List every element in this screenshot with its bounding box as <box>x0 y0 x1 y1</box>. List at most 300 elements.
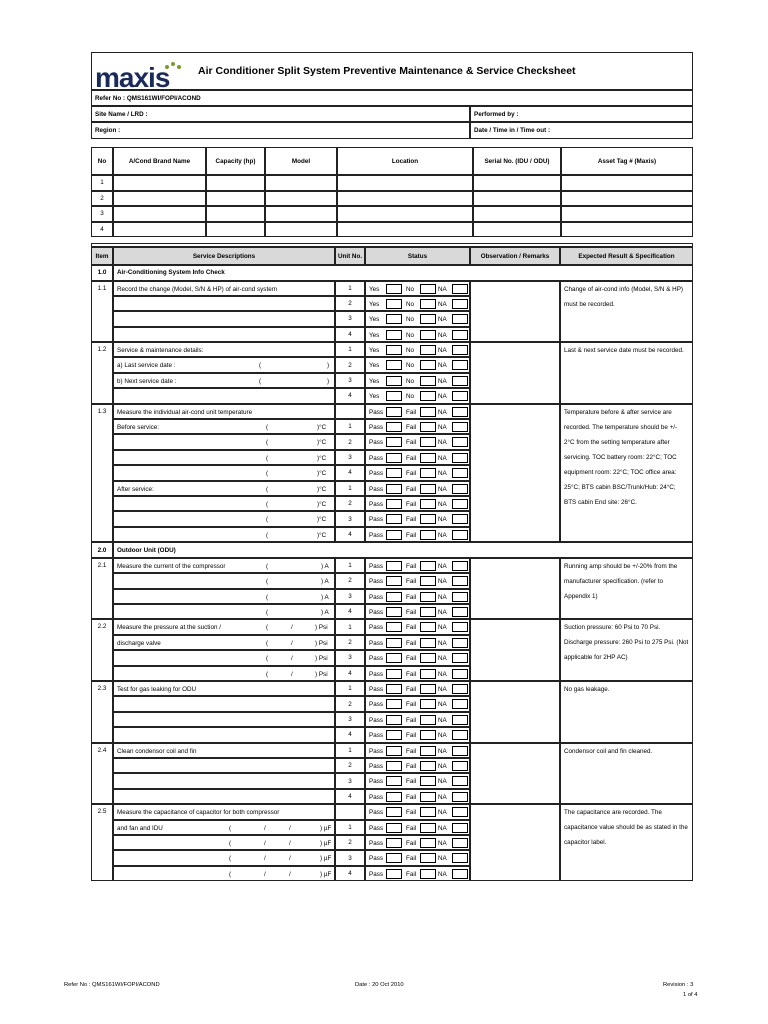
footer-page: 1 of 4 <box>683 992 698 998</box>
item-block-i21 <box>91 558 693 620</box>
equipment-cell <box>113 222 206 238</box>
equipment-cell <box>561 175 693 191</box>
checkbox[interactable] <box>452 807 468 817</box>
status-na-label: NA <box>438 747 447 755</box>
status-no-label: No <box>406 331 415 339</box>
table-row <box>91 311 470 326</box>
checkbox[interactable] <box>420 453 436 463</box>
table-row <box>91 527 470 542</box>
unit-number: 1 <box>335 558 365 573</box>
status-fail-label: Fail <box>406 624 417 632</box>
checkbox[interactable] <box>420 669 436 679</box>
description-cell <box>113 619 335 634</box>
status-fail-label: Fail <box>406 639 417 647</box>
status-fail-label: Fail <box>406 839 417 847</box>
checkbox[interactable] <box>386 792 402 802</box>
table-row <box>91 681 470 696</box>
status-fail-label: Fail <box>406 531 417 539</box>
measurement-mark: / <box>264 870 266 878</box>
table-row <box>91 619 470 634</box>
checkbox[interactable] <box>420 792 436 802</box>
checkbox[interactable] <box>386 453 402 463</box>
checkbox[interactable] <box>420 684 436 694</box>
status-pass-label: Pass <box>369 470 383 478</box>
status-na-label: NA <box>438 870 447 878</box>
status-cell <box>365 820 470 835</box>
description-cell <box>113 419 335 434</box>
description-cell <box>113 820 335 835</box>
checkbox[interactable] <box>386 345 402 355</box>
status-yes-label: Yes <box>369 300 380 308</box>
table-row <box>91 758 470 773</box>
equipment-cell <box>206 191 265 207</box>
status-cell <box>365 727 470 742</box>
unit-number <box>335 804 365 819</box>
date-time-field: Date / Time in / Time out : <box>470 122 693 139</box>
description-cell <box>113 650 335 665</box>
status-na-label: NA <box>438 778 447 786</box>
measurement-mark: ) µF <box>320 855 332 863</box>
checkbox[interactable] <box>452 792 468 802</box>
status-na-label: NA <box>438 454 447 462</box>
status-na-label: NA <box>438 439 447 447</box>
status-pass-label: Pass <box>369 701 383 709</box>
unit-number: 1 <box>335 681 365 696</box>
description-cell <box>113 311 335 326</box>
status-na-label: NA <box>438 531 447 539</box>
checkbox[interactable] <box>452 407 468 417</box>
checkbox[interactable] <box>452 699 468 709</box>
checkbox[interactable] <box>386 869 402 879</box>
status-pass-label: Pass <box>369 824 383 832</box>
status-fail-label: Fail <box>406 809 417 817</box>
service-header-unit: Unit No. <box>335 247 365 265</box>
description-cell <box>113 789 335 804</box>
checkbox[interactable] <box>420 314 436 324</box>
checkbox[interactable] <box>386 422 402 432</box>
description-cell <box>113 573 335 588</box>
table-row <box>91 419 470 434</box>
measurement-mark: )°C <box>317 439 327 447</box>
checkbox[interactable] <box>452 592 468 602</box>
checkbox[interactable] <box>452 391 468 401</box>
status-na-label: NA <box>438 624 447 632</box>
status-pass-label: Pass <box>369 424 383 432</box>
checkbox[interactable] <box>452 684 468 694</box>
checkbox[interactable] <box>420 807 436 817</box>
measurement-mark: ( <box>266 516 269 524</box>
description-text: Measure the current of the compressor <box>117 562 226 570</box>
table-row <box>91 558 470 573</box>
status-na-label: NA <box>438 855 447 863</box>
checkbox[interactable] <box>420 530 436 540</box>
measurement-mark: ) Psi <box>315 624 328 632</box>
checkbox[interactable] <box>386 838 402 848</box>
checkbox[interactable] <box>420 869 436 879</box>
checkbox[interactable] <box>386 284 402 294</box>
checkbox[interactable] <box>452 284 468 294</box>
status-fail-label: Fail <box>406 701 417 709</box>
checkbox[interactable] <box>386 299 402 309</box>
measurement-mark: )°C <box>317 531 327 539</box>
item-number: 2.2 <box>91 619 113 681</box>
description-cell <box>113 527 335 542</box>
description-cell <box>113 511 335 526</box>
performed-by-field: Performed by : <box>470 106 693 122</box>
description-cell <box>113 404 335 419</box>
table-row <box>91 296 470 311</box>
status-no-label: No <box>406 347 415 355</box>
status-yes-label: Yes <box>369 331 380 339</box>
status-na-label: NA <box>438 316 447 324</box>
site-row <box>91 106 693 122</box>
checkbox[interactable] <box>420 360 436 370</box>
checkbox[interactable] <box>386 330 402 340</box>
description-cell <box>113 342 335 357</box>
item-number: 1.1 <box>91 281 113 343</box>
checkbox[interactable] <box>420 592 436 602</box>
checkbox[interactable] <box>420 838 436 848</box>
checkbox[interactable] <box>420 576 436 586</box>
description-cell <box>113 589 335 604</box>
item-block-i25 <box>91 804 693 881</box>
status-pass-label: Pass <box>369 439 383 447</box>
checkbox[interactable] <box>420 514 436 524</box>
status-no-label: No <box>406 300 415 308</box>
checkbox[interactable] <box>452 607 468 617</box>
description-cell <box>113 465 335 480</box>
measurement-mark: / <box>289 824 291 832</box>
checkbox[interactable] <box>420 823 436 833</box>
unit-number: 4 <box>335 789 365 804</box>
checkbox[interactable] <box>452 422 468 432</box>
status-pass-label: Pass <box>369 778 383 786</box>
table-row <box>91 327 470 342</box>
unit-number: 3 <box>335 373 365 388</box>
measurement-mark: ) µF <box>320 870 332 878</box>
checkbox[interactable] <box>452 514 468 524</box>
item-number: 1.3 <box>91 404 113 543</box>
checkbox[interactable] <box>420 715 436 725</box>
checkbox[interactable] <box>452 638 468 648</box>
unit-number: 3 <box>335 511 365 526</box>
checkbox[interactable] <box>452 484 468 494</box>
section-row <box>91 542 693 558</box>
measurement-mark: ) µF <box>320 824 332 832</box>
service-header-status: Status <box>365 247 470 265</box>
checkbox[interactable] <box>452 869 468 879</box>
region-field: Region : <box>91 122 470 139</box>
checkbox[interactable] <box>386 638 402 648</box>
equipment-cell <box>473 191 561 207</box>
status-pass-label: Pass <box>369 670 383 678</box>
status-pass-label: Pass <box>369 732 383 740</box>
checkbox[interactable] <box>386 684 402 694</box>
equipment-cell <box>561 222 693 238</box>
checkbox[interactable] <box>420 607 436 617</box>
status-cell <box>365 619 470 634</box>
equipment-cell <box>337 191 473 207</box>
table-row <box>91 496 470 511</box>
checkbox[interactable] <box>386 437 402 447</box>
table-row <box>91 820 470 835</box>
unit-number: 4 <box>335 604 365 619</box>
checkbox[interactable] <box>452 345 468 355</box>
description-text: and fan and IDU <box>117 824 163 832</box>
status-cell <box>365 450 470 465</box>
table-row <box>91 835 470 850</box>
checkbox[interactable] <box>420 561 436 571</box>
checkbox[interactable] <box>452 761 468 771</box>
checkbox[interactable] <box>386 746 402 756</box>
status-yes-label: Yes <box>369 316 380 324</box>
status-fail-label: Fail <box>406 732 417 740</box>
status-fail-label: Fail <box>406 793 417 801</box>
table-row <box>91 281 470 296</box>
checkbox[interactable] <box>386 314 402 324</box>
unit-number: 3 <box>335 650 365 665</box>
measurement-mark: ( <box>229 839 232 847</box>
checkbox[interactable] <box>386 468 402 478</box>
table-row <box>91 434 470 449</box>
checkbox[interactable] <box>386 730 402 740</box>
status-cell <box>365 327 470 342</box>
checkbox[interactable] <box>420 699 436 709</box>
checkbox[interactable] <box>420 746 436 756</box>
checkbox[interactable] <box>452 838 468 848</box>
checkbox[interactable] <box>452 530 468 540</box>
status-pass-label: Pass <box>369 639 383 647</box>
checkbox[interactable] <box>386 699 402 709</box>
status-na-label: NA <box>438 762 447 770</box>
equipment-cell <box>337 222 473 238</box>
checkbox[interactable] <box>452 730 468 740</box>
checkbox[interactable] <box>420 853 436 863</box>
checkbox[interactable] <box>386 376 402 386</box>
status-na-label: NA <box>438 793 447 801</box>
checkbox[interactable] <box>386 607 402 617</box>
measurement-mark: ( <box>229 870 232 878</box>
checkbox[interactable] <box>452 299 468 309</box>
checkbox[interactable] <box>420 407 436 417</box>
checkbox[interactable] <box>420 345 436 355</box>
checkbox[interactable] <box>386 530 402 540</box>
footer-date: Date : 20 Oct 2010 <box>355 982 404 988</box>
status-na-label: NA <box>438 331 447 339</box>
checkbox[interactable] <box>420 299 436 309</box>
status-na-label: NA <box>438 701 447 709</box>
checkbox[interactable] <box>420 622 436 632</box>
status-cell <box>365 434 470 449</box>
checkbox[interactable] <box>386 669 402 679</box>
unit-number <box>335 404 365 419</box>
service-header-exp: Expected Result & Specification <box>560 247 693 265</box>
status-pass-label: Pass <box>369 686 383 693</box>
checkbox[interactable] <box>420 776 436 786</box>
table-row <box>91 357 470 372</box>
equipment-cell <box>206 206 265 222</box>
status-cell <box>365 789 470 804</box>
title-row <box>91 52 693 93</box>
checkbox[interactable] <box>452 330 468 340</box>
checkbox[interactable] <box>386 514 402 524</box>
checkbox[interactable] <box>420 284 436 294</box>
checkbox[interactable] <box>420 437 436 447</box>
checkbox[interactable] <box>452 853 468 863</box>
checkbox[interactable] <box>452 622 468 632</box>
observation-cell <box>470 681 560 743</box>
equipment-cell <box>337 175 473 191</box>
measurement-mark: ) A <box>321 578 329 586</box>
measurement-mark: ) A <box>321 562 329 570</box>
checkbox[interactable] <box>452 746 468 756</box>
checkbox[interactable] <box>452 360 468 370</box>
checkbox[interactable] <box>452 376 468 386</box>
equipment-row-no: 4 <box>91 222 113 238</box>
checkbox[interactable] <box>386 622 402 632</box>
table-row <box>91 573 470 588</box>
description-cell <box>113 481 335 496</box>
checkbox[interactable] <box>420 499 436 509</box>
status-na-label: NA <box>438 377 447 385</box>
checkbox[interactable] <box>420 422 436 432</box>
measurement-mark: ( <box>259 377 262 385</box>
checkbox[interactable] <box>452 653 468 663</box>
checkbox[interactable] <box>386 499 402 509</box>
checkbox[interactable] <box>452 499 468 509</box>
status-na-label: NA <box>438 608 447 616</box>
checkbox[interactable] <box>420 484 436 494</box>
status-cell <box>365 558 470 573</box>
unit-number: 2 <box>335 635 365 650</box>
checkbox[interactable] <box>420 330 436 340</box>
section-number: 1.0 <box>91 265 113 281</box>
checkbox[interactable] <box>420 638 436 648</box>
checkbox[interactable] <box>420 730 436 740</box>
checkbox[interactable] <box>452 314 468 324</box>
measurement-mark: )°C <box>317 454 327 462</box>
equipment-cell <box>265 206 337 222</box>
checkbox[interactable] <box>386 653 402 663</box>
status-fail-label: Fail <box>406 439 417 447</box>
status-fail-label: Fail <box>406 562 417 570</box>
status-cell <box>365 527 470 542</box>
description-text: a) Last service date : <box>117 362 176 370</box>
status-pass-label: Pass <box>369 501 383 509</box>
refer-no-row <box>91 90 693 106</box>
checkbox[interactable] <box>386 592 402 602</box>
description-text: After service: <box>117 485 154 493</box>
status-cell <box>365 850 470 865</box>
measurement-mark: ) µF <box>320 839 332 847</box>
checkbox[interactable] <box>386 853 402 863</box>
table-row <box>91 635 470 650</box>
observation-cell <box>470 281 560 343</box>
checkbox[interactable] <box>386 576 402 586</box>
checkbox[interactable] <box>386 407 402 417</box>
status-cell <box>365 650 470 665</box>
checkbox[interactable] <box>420 468 436 478</box>
description-cell <box>113 850 335 865</box>
page-title: Air Conditioner Split System Preventive Maintenance & Service Checksheet <box>91 52 693 90</box>
table-row <box>91 604 470 619</box>
checkbox[interactable] <box>420 376 436 386</box>
refer-no-row-cell: Refer No : QMS161WI/FOPI/ACOND <box>91 90 693 106</box>
measurement-mark: / <box>291 624 293 632</box>
expected-result: Suction pressure: 60 Psi to 70 Psi. Discharge pressure: 260 Psi to 275 Psi. (Not applicable for 2HP AC) <box>560 619 693 681</box>
measurement-mark: ) <box>327 377 330 385</box>
status-pass-label: Pass <box>369 762 383 770</box>
unit-number: 3 <box>335 712 365 727</box>
item-number: 2.4 <box>91 743 113 805</box>
checkbox[interactable] <box>386 761 402 771</box>
checkbox[interactable] <box>386 715 402 725</box>
measurement-mark: ( <box>266 531 269 539</box>
table-row <box>91 666 470 681</box>
equipment-header: Capacity (hp) <box>206 147 265 175</box>
status-pass-label: Pass <box>369 655 383 663</box>
measurement-mark: / <box>264 839 266 847</box>
checkbox[interactable] <box>452 468 468 478</box>
observation-cell <box>470 804 560 881</box>
observation-cell <box>470 743 560 805</box>
status-na-label: NA <box>438 809 447 817</box>
checkbox[interactable] <box>386 484 402 494</box>
checkbox[interactable] <box>452 437 468 447</box>
checkbox[interactable] <box>452 823 468 833</box>
status-pass-label: Pass <box>369 408 383 416</box>
checkbox[interactable] <box>452 576 468 586</box>
status-na-label: NA <box>438 516 447 524</box>
description-cell <box>113 450 335 465</box>
status-cell <box>365 419 470 434</box>
table-row <box>91 450 470 465</box>
equipment-header: Model <box>265 147 337 175</box>
table-row <box>91 373 470 388</box>
checkbox[interactable] <box>452 669 468 679</box>
status-pass-label: Pass <box>369 839 383 847</box>
status-cell <box>365 296 470 311</box>
checkbox[interactable] <box>420 391 436 401</box>
status-cell <box>365 773 470 788</box>
item-block-i11 <box>91 281 693 343</box>
checkbox[interactable] <box>386 391 402 401</box>
status-cell <box>365 311 470 326</box>
checkbox[interactable] <box>386 823 402 833</box>
measurement-mark: ) A <box>321 608 329 616</box>
checkbox[interactable] <box>386 561 402 571</box>
checkbox[interactable] <box>452 561 468 571</box>
checkbox[interactable] <box>386 807 402 817</box>
status-na-label: NA <box>438 824 447 832</box>
equipment-row-no: 1 <box>91 175 113 191</box>
checkbox[interactable] <box>452 776 468 786</box>
status-pass-label: Pass <box>369 454 383 462</box>
checkbox[interactable] <box>420 653 436 663</box>
status-na-label: NA <box>438 639 447 647</box>
region-row <box>91 122 693 139</box>
section-title: Outdoor Unit (ODU) <box>113 542 693 558</box>
status-na-label: NA <box>438 347 447 355</box>
checkbox[interactable] <box>386 776 402 786</box>
status-no-label: No <box>406 285 415 293</box>
item-block-i23 <box>91 681 693 743</box>
checkbox[interactable] <box>386 360 402 370</box>
checkbox[interactable] <box>452 715 468 725</box>
checkbox[interactable] <box>452 453 468 463</box>
checkbox[interactable] <box>420 761 436 771</box>
status-pass-label: Pass <box>369 855 383 863</box>
